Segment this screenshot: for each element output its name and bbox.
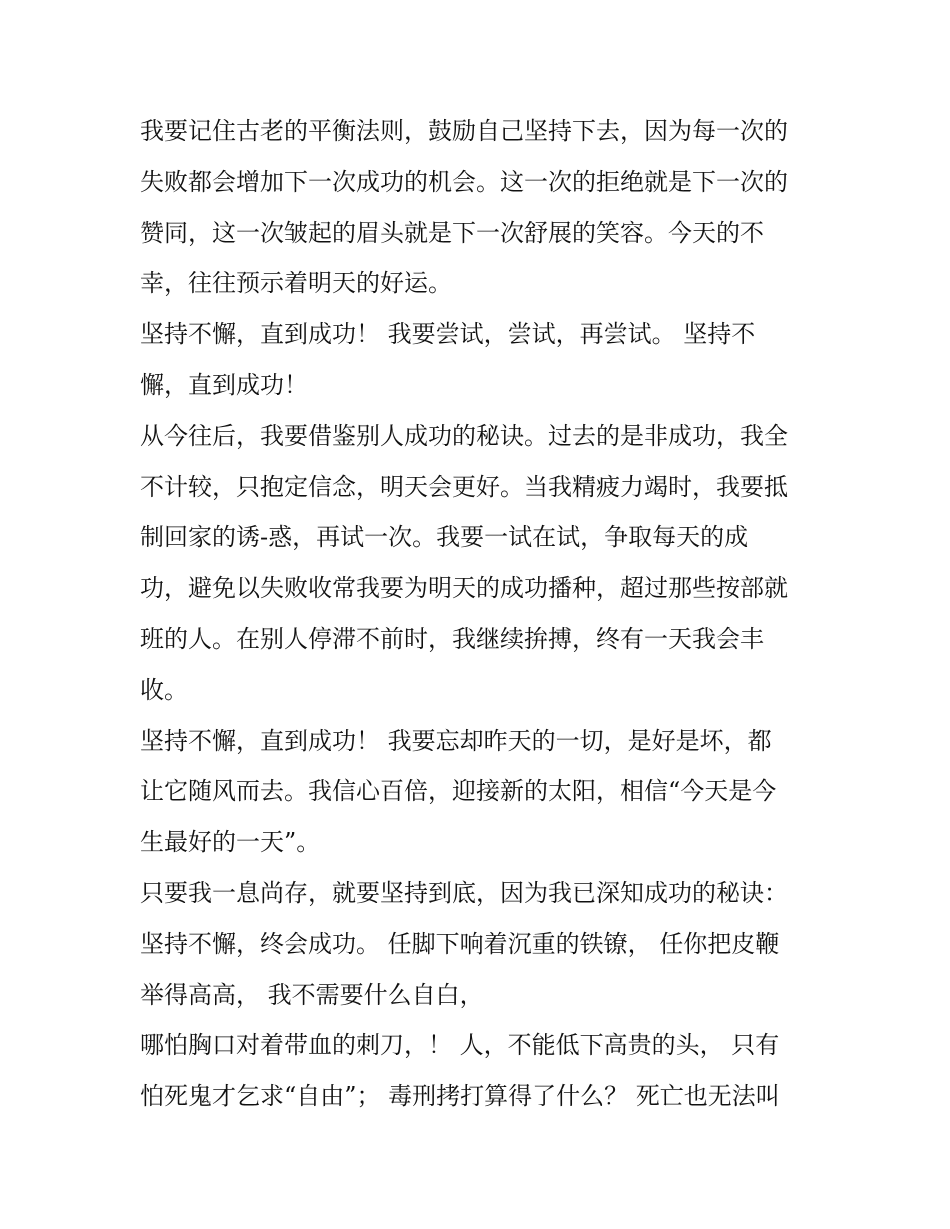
text-line: 坚持不懈，直到成功！ 我要忘却昨天的一切，是好是坏，都 bbox=[140, 726, 772, 755]
text-line: 坚持不懈，直到成功！ 我要尝试，尝试，再尝试。 坚持不 bbox=[140, 320, 756, 349]
text-line: 不计较，只抱定信念，明天会更好。当我精疲力竭时，我要抵 bbox=[140, 472, 788, 501]
text-line: 懈，直到成功！ bbox=[140, 370, 308, 399]
document-body bbox=[140, 106, 830, 1122]
text-line: 班的人。在别人停滞不前时，我继续拚搏，终有一天我会丰 bbox=[140, 624, 764, 653]
text-line: 生最好的一天”。 bbox=[140, 828, 321, 857]
text-line: 怕死鬼才乞求“自由”； 毒刑拷打算得了什么？ 死亡也无法叫 bbox=[140, 1082, 780, 1111]
text-line: 功，避免以失败收常我要为明天的成功播种，超过那些按部就 bbox=[140, 574, 788, 603]
text-line: 坚持不懈，终会成功。 任脚下响着沉重的铁镣， 任你把皮鞭 bbox=[140, 929, 780, 958]
text-line: 哪怕胸口对着带血的刺刀，！ 人，不能低下高贵的头， 只有 bbox=[140, 1031, 780, 1060]
text-line: 我要记住古老的平衡法则，鼓励自己坚持下去，因为每一次的 bbox=[140, 117, 788, 145]
text-line: 制回家的诱-惑，再试一次。我要一试在试，争取每天的成 bbox=[140, 523, 749, 552]
text-line: 让它随风而去。我信心百倍，迎接新的太阳，相信“今天是今 bbox=[140, 777, 777, 806]
text-line: 从今往后，我要借鉴别人成功的秘诀。过去的是非成功，我全 bbox=[140, 421, 788, 450]
text-line: 举得高高， 我不需要什么自白， bbox=[140, 980, 484, 1009]
text-line: 赞同，这一次皱起的眉头就是下一次舒展的笑容。今天的不 bbox=[140, 218, 764, 247]
text-line: 只要我一息尚存，就要坚持到底，因为我已深知成功的秘诀： bbox=[140, 878, 788, 907]
text-line: 收。 bbox=[140, 675, 188, 704]
text-line: 失败都会增加下一次成功的机会。这一次的拒绝就是下一次的 bbox=[140, 167, 788, 196]
text-line: 幸，往往预示着明天的好运。 bbox=[140, 269, 452, 298]
